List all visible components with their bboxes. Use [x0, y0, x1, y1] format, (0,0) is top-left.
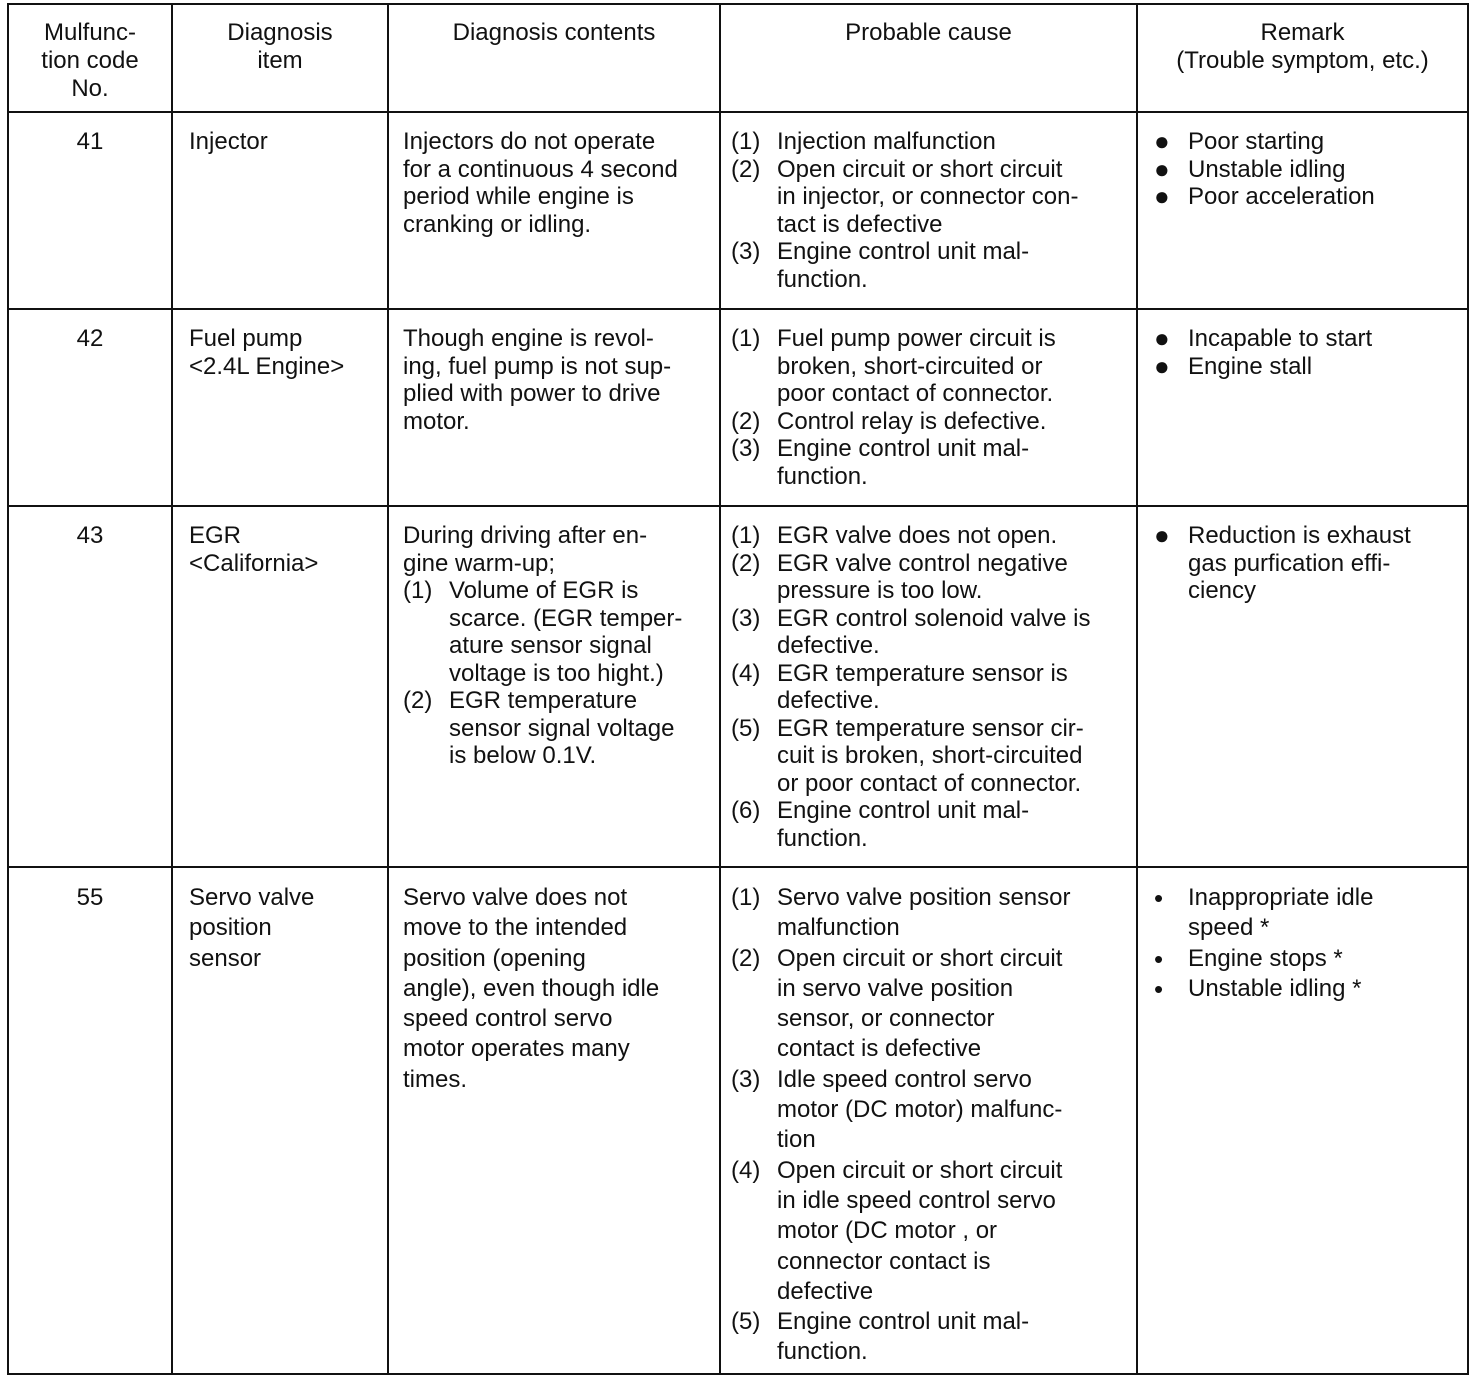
header-remark: Remark (Trouble symptom, etc.) — [1137, 4, 1468, 112]
remark-item: • Inappropriate idle speed * — [1154, 883, 1461, 944]
remark-item: ● Reduction is exhaust gas purfication effi- ciency — [1154, 520, 1411, 604]
cause-item: (2) Control relay is defective. — [731, 407, 1047, 435]
cause-item: (1) Injection malfunction — [731, 128, 996, 155]
malfunction-code: 43 — [8, 506, 172, 867]
cause-item: (4) EGR temperature sensor is defective. — [731, 659, 1068, 714]
bullet-icon: ● — [1154, 126, 1170, 156]
cause-item: (5) Engine control unit mal- function. — [731, 1308, 1030, 1366]
header-diagnosis-item: Diagnosis item — [172, 4, 388, 112]
remark-item: • Unstable idling * — [1154, 973, 1362, 1004]
table-row — [8, 867, 1468, 1374]
cause-item: (3) Idle speed control servo motor (DC motor) malfunc- tion — [731, 1065, 1063, 1154]
cause-item: (1) Fuel pump power circuit is broken, short-circuited or poor contact of connector. — [731, 325, 1056, 407]
malfunction-code: 55 — [8, 867, 172, 1374]
diagnosis-item: Injector — [172, 112, 388, 309]
cause-item: (3) Engine control unit mal- function. — [731, 435, 1030, 490]
remark-item: ● Poor acceleration — [1154, 181, 1375, 211]
bullet-icon: • — [1154, 943, 1164, 974]
diagnosis-contents: Servo valve does not move to the intended position (opening angle), even though idle speed control servo motor operates many times. — [388, 867, 720, 1374]
remark-item: ● Engine stall — [1154, 350, 1313, 381]
probable-cause — [720, 112, 1137, 309]
contents-item: (2) EGR temperature sensor signal voltage is below 0.1V. — [403, 687, 675, 769]
cause-item: (6) Engine control unit mal- function. — [731, 797, 1030, 852]
diagnosis-contents: Injectors do not operate for a continuous 4 second period while engine is cranking or idling. — [388, 112, 720, 309]
remark — [1137, 867, 1468, 1374]
remark — [1137, 112, 1468, 309]
remark-item: ● Unstable idling — [1154, 153, 1346, 184]
cause-item: (2) Open circuit or short circuit in injector, or connector con- tact is defective — [731, 155, 1079, 238]
remark-item: ● Poor starting — [1154, 126, 1325, 156]
diagnosis-contents — [388, 506, 720, 867]
bullet-icon: ● — [1154, 153, 1170, 184]
cause-item: (3) EGR control solenoid valve is defective. — [731, 604, 1091, 659]
cause-item: (3) Engine control unit mal- function. — [731, 238, 1030, 293]
remark-item: ● Incapable to start — [1154, 323, 1373, 353]
bullet-icon: ● — [1154, 181, 1170, 211]
diagnosis-item: Fuel pump <2.4L Engine> — [172, 309, 388, 506]
cause-item: (1) EGR valve does not open. — [731, 522, 1058, 549]
table-row — [8, 112, 1468, 309]
malfunction-code: 41 — [8, 112, 172, 309]
bullet-icon: ● — [1154, 323, 1170, 353]
probable-cause — [720, 309, 1137, 506]
diagnosis-table — [7, 3, 1469, 1375]
probable-cause — [720, 506, 1137, 867]
contents-item: (1) Volume of EGR is scarce. (EGR temper- ature sensor signal voltage is too hight.) — [403, 577, 683, 687]
header-row — [8, 4, 1468, 112]
remark-item: • Engine stops * — [1154, 943, 1343, 974]
cause-item: (2) EGR valve control negative pressure is too low. — [731, 549, 1068, 604]
diagnosis-contents: Though engine is revol- ing, fuel pump is not sup- plied with power to drive motor. — [388, 309, 720, 506]
remark — [1137, 309, 1468, 506]
diagnosis-item: EGR <California> — [172, 506, 388, 867]
header-malfunction-code: Mulfunc- tion code No. — [8, 4, 172, 112]
bullet-icon: • — [1154, 973, 1164, 1004]
cause-item: (4) Open circuit or short circuit in idle speed control servo motor (DC motor , or connector contact is defective — [731, 1156, 1063, 1305]
cause-item: (5) EGR temperature sensor cir- cuit is broken, short-circuited or poor contact of connector. — [731, 714, 1084, 797]
table-row — [8, 309, 1468, 506]
bullet-icon: ● — [1154, 350, 1170, 381]
table-row — [8, 506, 1468, 867]
diagnosis-item: Servo valve position sensor — [172, 867, 388, 1374]
probable-cause — [720, 867, 1137, 1374]
bullet-icon: • — [1154, 883, 1164, 913]
contents-intro: During driving after en- gine warm-up; — [403, 522, 648, 577]
cause-item: (2) Open circuit or short circuit in servo valve position sensor, or connector contact is defective — [731, 944, 1063, 1063]
malfunction-code: 42 — [8, 309, 172, 506]
remark — [1137, 506, 1468, 867]
header-probable-cause: Probable cause — [720, 4, 1137, 112]
cause-item: (1) Servo valve position sensor malfunction — [731, 884, 1071, 942]
bullet-icon: ● — [1154, 520, 1170, 550]
header-diagnosis-contents: Diagnosis contents — [388, 4, 720, 112]
